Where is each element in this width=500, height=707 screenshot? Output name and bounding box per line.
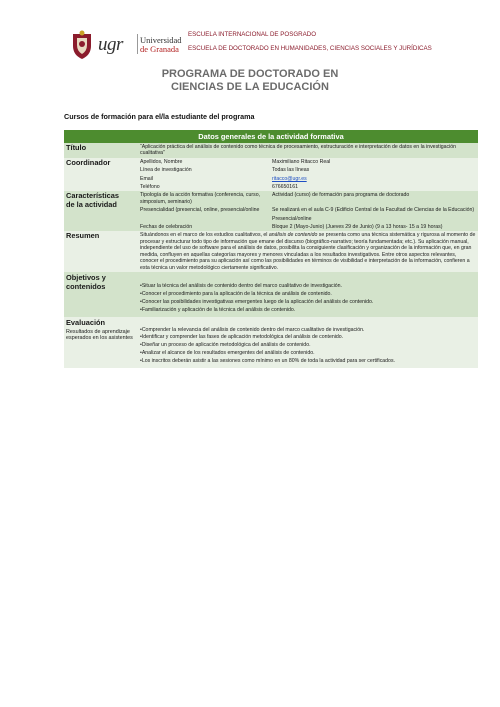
label-objetivos-line1: Objetivos y (66, 272, 106, 282)
label-caracteristicas-line2: de la actividad (66, 200, 117, 210)
program-title-line2: CIENCIAS DE LA EDUCACIÓN (171, 81, 329, 93)
program-title-line1: PROGRAMA DE DOCTORADO EN (161, 68, 339, 80)
row-caracteristicas (64, 191, 478, 206)
coord-key: Línea de investigación (140, 167, 192, 174)
list-item: •Los inscritos deberán asistir a las sesiones como mínimo en un 80% de toda la actividad para ser certificados. (140, 358, 395, 365)
char-value: Se realizará en el aula C-9 (Edificio Central de la Facultad de Ciencias de la Educación) (272, 207, 475, 214)
row-objetivos (64, 272, 478, 317)
label-evaluacion (64, 317, 138, 368)
resumen-text-pre: Situándonos en el marco de los estudios cualitativos, el (140, 232, 269, 239)
label-coordinador: Coordinador (66, 157, 111, 167)
list-item: •Diseñar un proceso de aplicación metodológica del análisis de contenido. (140, 342, 311, 349)
list-item: •Situar la técnica del análisis de contenido dentro del marco cualitativo de investigación. (140, 283, 342, 290)
coord-value: 676650161 (272, 184, 298, 191)
row-resumen (64, 231, 478, 271)
label-evaluacion-main: Evaluación (66, 318, 106, 328)
coord-key: Email (140, 175, 153, 182)
email-link[interactable]: ritacco@ugr.es (272, 175, 307, 182)
char-key (138, 215, 270, 223)
value-resumen (138, 231, 478, 271)
char-key: Presencialidad (presencial, online, presencial/online (140, 207, 260, 214)
resumen-text-post: se presenta como una técnica sistemática y rigurosa al momento de procesar y estructurar todo tipo de información que emane del discurso (biográfico-narrativo; teoría fundamentada; etc.). Su aplicación manual, independiente del uso de software para el análisis de datos, posibilita la consiguiente clasificación y organización de la información que, en gran medida, confluyen en aquellas categorías mayores y menores vinculadas a los resultados investigativos. Entre otros aspectos relevantes, conocer el procedimiento para su aplicación así como las posibilidades en términos de visibilidad e interpretación de la información, confieren a esta técnica un valor metodológico ciertamente significativo. (140, 232, 476, 271)
label-titulo: Título (66, 143, 87, 152)
char-value: Presencial/online (272, 215, 312, 222)
program-title (150, 68, 350, 94)
list-item: •Identificar y comprender las fases de aplicación metodológica del análisis de contenido. (140, 334, 344, 341)
label-caracteristicas (64, 191, 138, 231)
value-titulo: “Aplicación práctica del análisis de contenido como técnica de procesamiento, estructuración e interpretación de datos en la investigación cualitativa” (140, 144, 457, 157)
char-key: Fechas de celebración (140, 224, 193, 231)
coord-value: Maximiliano Ritacco Real (272, 158, 331, 165)
logo-separator (137, 34, 138, 54)
school-line-1: ESCUELA INTERNACIONAL DE POSGRADO (188, 31, 317, 38)
char-key: Tipología de la acción formativa (conferencia, curso, simposium, seminario) (140, 192, 261, 205)
page-subtitle: Cursos de formación para el/la estudiante del programa (64, 112, 255, 121)
coord-email-cell (270, 175, 478, 183)
coord-key: Teléfono (140, 184, 160, 191)
logo-uni-line1: Universidad (140, 35, 182, 45)
char-value: Actividad (curso) de formación para programa de doctorado (272, 192, 410, 199)
char-value: Bloque 2 (Mayo-Junio) (Jueves 29 de Junio) (9 a 13 horas- 15 a 19 horas) (272, 224, 443, 231)
activity-table (64, 130, 478, 368)
logo-uni-line2: de Granada (140, 44, 179, 54)
resumen-text-italic: análisis de contenido (268, 232, 318, 239)
coord-value: Todas las líneas (272, 167, 310, 174)
list-item: •Familiarización y aplicación de la técnica del análisis de contenido. (140, 307, 296, 314)
coord-key: Apellidos, Nombre (140, 158, 183, 165)
label-evaluacion-small: Resultados de aprendizaje esperados en los asistentes (66, 328, 133, 342)
university-crest-icon (70, 30, 94, 60)
ugr-logo (70, 28, 180, 66)
value-objetivos (138, 272, 478, 317)
label-objetivos (64, 272, 138, 317)
list-item: •Conocer las posibilidades investigativas emergentes luego de la aplicación del análisis de contenido. (140, 299, 374, 306)
row-titulo (64, 143, 478, 158)
label-caracteristicas-line1: Características (66, 191, 120, 201)
list-item: •Analizar el alcance de los resultados emergentes del análisis de contenido. (140, 350, 315, 357)
row-coordinador (64, 158, 478, 166)
logo-university-name (140, 36, 182, 54)
school-line-2: ESCUELA DE DOCTORADO EN HUMANIDADES, CIENCIAS SOCIALES Y JURÍDICAS (188, 45, 432, 52)
label-resumen: Resumen (66, 231, 100, 241)
logo-wordmark: ugr (98, 34, 123, 55)
label-objetivos-line2: contenidos (66, 281, 106, 291)
list-item: •Comprender la relevancia del análisis de contenido dentro del marco cualitativo de investigación. (140, 326, 365, 333)
row-evaluacion (64, 317, 478, 368)
value-evaluacion (138, 317, 478, 368)
table-header: Datos generales de la actividad formativa (64, 130, 478, 143)
list-item: •Conocer el procedimiento para la aplicación de la técnica de análisis de contenido. (140, 291, 332, 298)
